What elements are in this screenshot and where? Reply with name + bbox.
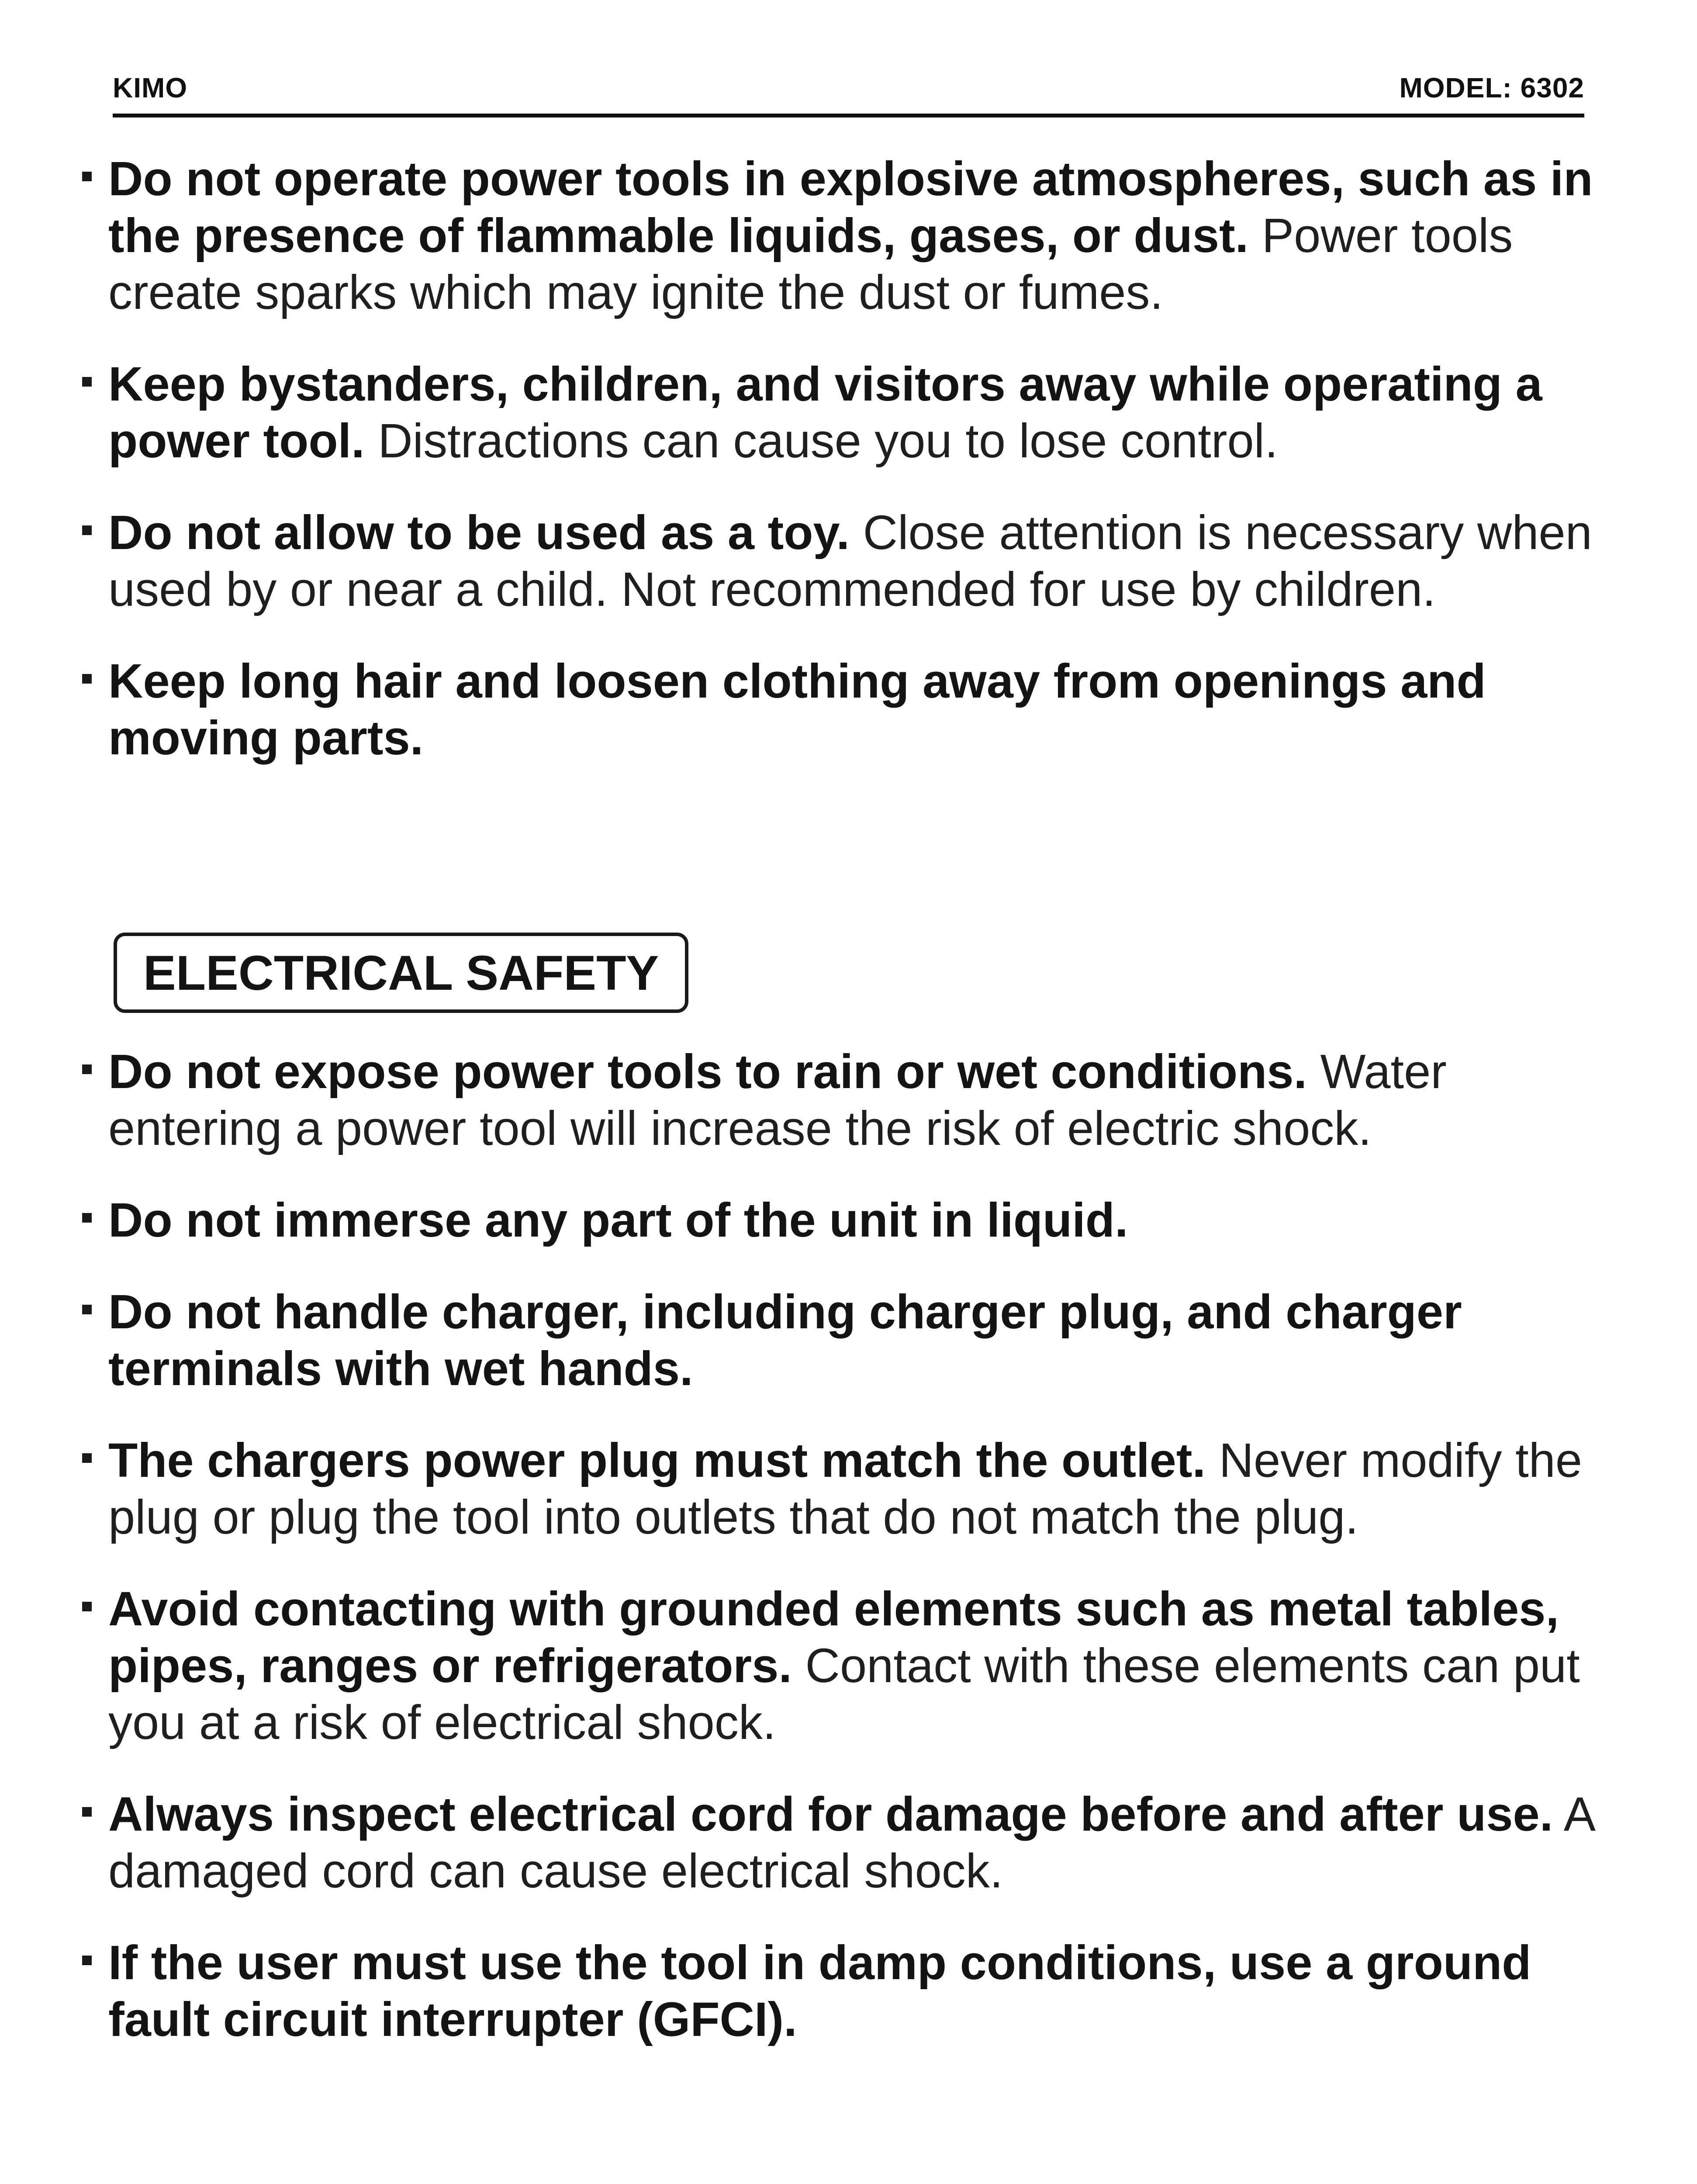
model-number: MODEL: 6302 [1399, 72, 1584, 104]
item-lead: Do not allow to be used as a toy. [108, 506, 850, 560]
bullet-icon [82, 1064, 92, 1074]
list-item [79, 1935, 1607, 2048]
item-text: Distractions can cause you to lose control. [378, 414, 1278, 468]
item-lead: Always inspect electrical cord for damage before and after use. [108, 1787, 1553, 1841]
bullet-icon [82, 674, 92, 684]
bullet-icon [82, 1602, 92, 1611]
item-lead: Do not immerse any part of the unit in liquid. [108, 1193, 1128, 1247]
item-text: Water entering a power tool will increase the risk of electric shock. [108, 1045, 1447, 1155]
item-lead: Keep long hair and loosen clothing away from openings and moving parts. [108, 654, 1486, 765]
list-item [79, 1284, 1607, 1397]
list-item [79, 151, 1607, 321]
list-item [79, 505, 1607, 618]
bullet-icon [82, 1305, 92, 1314]
list-item [79, 1786, 1607, 1900]
list-item [79, 1044, 1607, 1157]
list-item [79, 653, 1607, 767]
item-lead: Do not expose power tools to rain or wet conditions. [108, 1045, 1307, 1099]
item-text: Never modify the plug or plug the tool into outlets that do not match the plug. [108, 1434, 1583, 1544]
page-header [113, 66, 1584, 117]
bullet-icon [82, 1213, 92, 1223]
section-heading-electrical-safety: ELECTRICAL SAFETY [114, 933, 688, 1013]
item-text: Contact with these elements can put you at a risk of electrical shock. [108, 1639, 1580, 1749]
list-item [79, 1432, 1607, 1546]
bullet-icon [82, 172, 92, 181]
bullet-icon [82, 1453, 92, 1463]
item-lead: Do not operate power tools in explosive atmospheres, such as in the presence of flammable liquids, gases, or dust. [108, 152, 1593, 263]
brand-name: KIMO [113, 72, 188, 104]
main-content [79, 151, 1607, 2083]
item-text: A damaged cord can cause electrical shock. [108, 1787, 1593, 1898]
list-item [79, 356, 1607, 470]
bullet-icon [82, 525, 92, 535]
item-lead: If the user must use the tool in damp conditions, use a ground fault circuit interrupter (GFCI). [108, 1936, 1531, 2046]
item-text: Close attention is necessary when used by or near a child. Not recommended for use by children. [108, 506, 1592, 616]
bullet-icon [82, 1807, 92, 1817]
list-item [79, 1581, 1607, 1751]
bullet-icon [82, 1956, 92, 1965]
item-lead: Do not handle charger, including charger plug, and charger terminals with wet hands. [108, 1285, 1462, 1396]
list-item [79, 1192, 1607, 1249]
bullet-icon [82, 377, 92, 387]
item-lead: The chargers power plug must match the outlet. [108, 1434, 1206, 1487]
item-lead: Avoid contacting with grounded elements such as metal tables, pipes, ranges or refrigerators. [108, 1582, 1559, 1693]
item-lead: Keep bystanders, children, and visitors away while operating a power tool. [108, 357, 1542, 468]
item-text: Power tools create sparks which may ignite the dust or fumes. [108, 209, 1513, 319]
